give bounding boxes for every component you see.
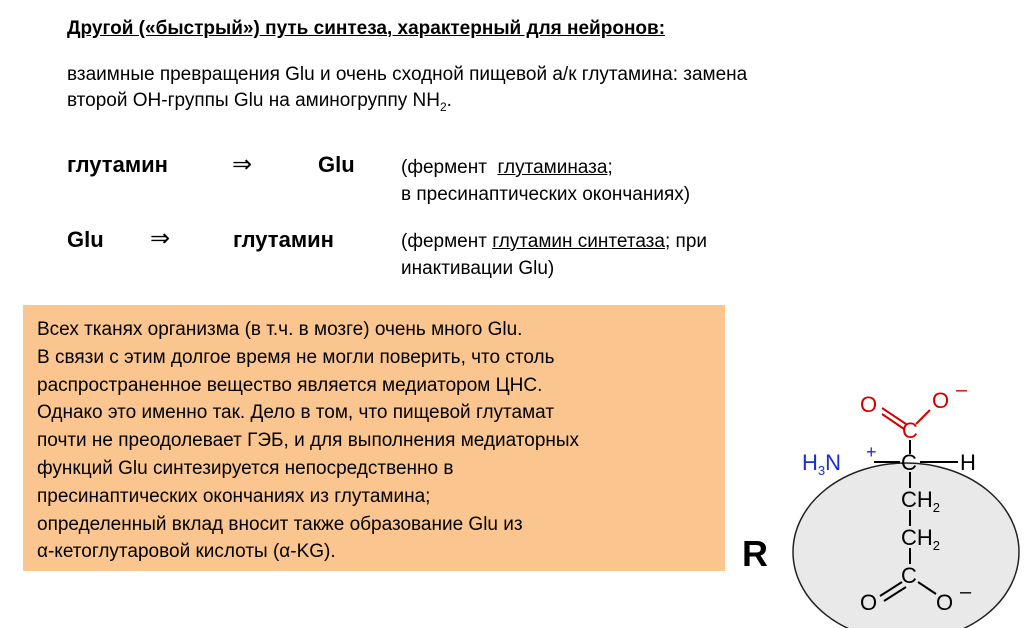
info-box-line: Однако это именно так. Дело в том, что пищевой глутамат	[37, 402, 555, 424]
intro-line-1: взаимные превращения Glu и очень сходной пищевой а/к глутамина: замена	[67, 64, 748, 85]
reaction-2-note	[401, 228, 707, 282]
info-box-line: почти не преодолевает ГЭБ, и для выполнения медиаторных	[37, 430, 580, 452]
nh2-subscript: 2	[439, 99, 447, 114]
reaction-1-note	[401, 154, 690, 208]
page-heading: Другой («быстрый») путь синтеза, характерный для нейронов:	[67, 18, 666, 39]
ch2-first-label: $CH_2$	[901, 487, 941, 515]
intro-line-2	[67, 88, 947, 120]
info-box-line: Всех тканях организма (в т.ч. в мозге) очень много Glu.	[37, 319, 523, 340]
top-o-charge: –	[956, 379, 968, 401]
reaction-2-note-line-2: инактивации Glu)	[401, 258, 555, 279]
intro-line-2-end: .	[446, 90, 452, 111]
info-box-line: α-кетоглутаровой кислоты (α-KG).	[37, 541, 336, 563]
reaction-1-note-line-2: в пресинаптических окончаниях)	[401, 184, 691, 205]
bottom-o-charge: –	[960, 581, 972, 603]
alpha-c-label: C	[901, 450, 917, 475]
top-carboxyl-c-label: C	[902, 418, 918, 443]
reaction-1-product: Glu	[318, 152, 355, 177]
reaction-2-note-suffix: ; при	[664, 231, 707, 252]
info-box-line: В связи с этим долгое время не могли поверить, что столь	[37, 346, 555, 368]
top-o-single-label: O	[932, 388, 950, 413]
top-o-double-label: O	[860, 392, 878, 417]
reaction-1-arrow-icon: ⇒	[232, 151, 253, 178]
bottom-o-single-label: O	[936, 590, 954, 615]
intro-line-2-text: второй ОН-группы Glu на аминогруппу NH	[67, 90, 440, 111]
intro-paragraph	[67, 62, 947, 120]
reaction-2-substrate: Glu	[67, 227, 104, 252]
alpha-h-label: H	[960, 450, 976, 475]
amino-h-label: $H_3N$	[802, 450, 842, 478]
reaction-1-enzyme: глутаминаза	[497, 157, 608, 178]
bottom-o-double-label: O	[860, 590, 878, 615]
info-box-line: пресинаптических окончаниях из глутамина;	[37, 485, 431, 507]
ch2-second-label: $CH_2$	[901, 525, 941, 553]
bottom-carboxyl-c-label: C	[901, 563, 917, 588]
reaction-1-note-suffix: ;	[607, 157, 613, 178]
info-box-line: функций Glu синтезируется непосредственно в	[37, 457, 454, 479]
info-box	[23, 305, 725, 571]
reaction-1-note-prefix: (фермент	[401, 157, 498, 178]
glutamate-structure	[780, 370, 1024, 628]
info-box-line: распространенное вещество является медиатором ЦНС.	[37, 374, 543, 396]
reaction-2-note-prefix: (фермент	[401, 231, 493, 252]
reaction-2-note-line-1	[401, 228, 707, 255]
r-group-label: R	[742, 533, 768, 574]
amino-charge: +	[866, 442, 877, 462]
reaction-2-arrow-icon: ⇒	[150, 225, 171, 252]
reaction-2-enzyme: глутамин синтетаза	[492, 231, 665, 252]
reaction-1-note-line-1	[401, 154, 690, 181]
reaction-2-product: глутамин	[233, 227, 334, 252]
reaction-1-substrate: глутамин	[67, 152, 168, 177]
info-box-line: определенный вклад вносит также образование Glu из	[37, 513, 523, 535]
